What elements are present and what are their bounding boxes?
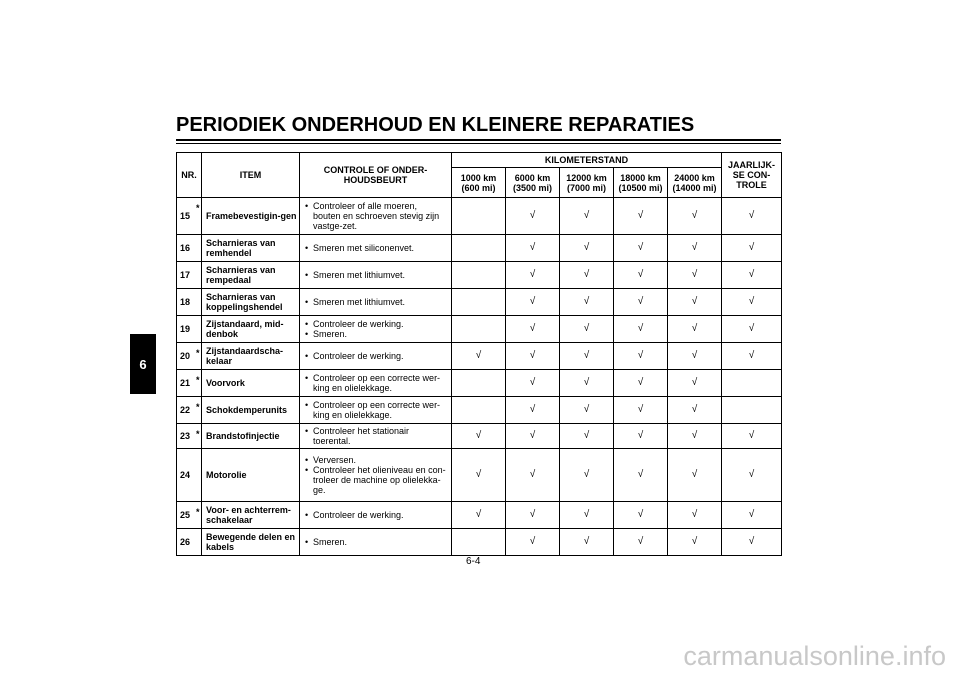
item-name: Bewegende delen en kabels — [202, 529, 300, 556]
interval-mark: √ — [614, 370, 668, 397]
interval-mark: √ — [560, 370, 614, 397]
asterisk-marker: * — [196, 348, 200, 358]
asterisk-marker: * — [196, 507, 200, 517]
table-row — [177, 502, 782, 529]
interval-mark: √ — [452, 502, 506, 529]
interval-mark — [722, 397, 782, 424]
interval-mark: √ — [506, 316, 560, 343]
check-cell — [300, 502, 452, 529]
header-interval — [614, 168, 668, 198]
interval-mark — [452, 529, 506, 556]
row-number-cell — [177, 397, 202, 424]
table-row — [177, 289, 782, 316]
interval-mark: √ — [614, 424, 668, 449]
interval-mark: √ — [560, 235, 614, 262]
interval-mark: √ — [614, 235, 668, 262]
header-item: ITEM — [202, 153, 300, 198]
interval-mark: √ — [722, 449, 782, 502]
row-number-cell — [177, 262, 202, 289]
item-name: Scharnieras van koppelingshendel — [202, 289, 300, 316]
check-instruction: • Smeren met siliconenvet. — [304, 243, 447, 253]
check-instruction: • Smeren met lithiumvet. — [304, 297, 447, 307]
interval-mark: √ — [560, 449, 614, 502]
interval-mark: √ — [560, 424, 614, 449]
interval-mark: √ — [506, 289, 560, 316]
interval-mark: √ — [614, 262, 668, 289]
check-cell — [300, 262, 452, 289]
check-instruction: • Controleer of alle moeren, bouten en schroeven stevig zijn vastge-zet. — [304, 201, 447, 231]
row-number: 22 — [180, 405, 191, 415]
interval-mark: √ — [614, 343, 668, 370]
chapter-tab: 6 — [130, 334, 156, 394]
table-row — [177, 424, 782, 449]
check-instruction: • Controleer op een correcte wer-king en olielekkage. — [304, 373, 447, 393]
interval-mark: √ — [560, 502, 614, 529]
interval-mark: √ — [668, 397, 722, 424]
interval-mark — [452, 235, 506, 262]
check-instruction: • Controleer de werking. — [304, 510, 447, 520]
interval-mark: √ — [668, 502, 722, 529]
interval-mark: √ — [560, 343, 614, 370]
interval-mark: √ — [668, 316, 722, 343]
interval-mark: √ — [560, 529, 614, 556]
row-number: 16 — [180, 243, 191, 253]
check-instruction: • Smeren. — [304, 329, 447, 339]
interval-mark: √ — [452, 449, 506, 502]
row-number-cell — [177, 198, 202, 235]
row-number: 26 — [180, 537, 191, 547]
interval-mi: (7000 mi) — [566, 182, 607, 193]
row-number-cell — [177, 235, 202, 262]
interval-mark — [452, 316, 506, 343]
interval-mark: √ — [668, 235, 722, 262]
row-number: 18 — [180, 297, 191, 307]
check-instruction: • Controleer de werking. — [304, 351, 447, 361]
interval-mark: √ — [560, 289, 614, 316]
asterisk-marker: * — [196, 375, 200, 385]
table-row — [177, 343, 782, 370]
interval-mark: √ — [506, 529, 560, 556]
check-instruction: • Controleer de werking. — [304, 319, 447, 329]
row-number-cell — [177, 502, 202, 529]
header-interval — [560, 168, 614, 198]
header-interval — [506, 168, 560, 198]
interval-mark — [452, 198, 506, 235]
interval-mark: √ — [506, 343, 560, 370]
interval-mark: √ — [560, 198, 614, 235]
table-row — [177, 235, 782, 262]
check-instruction: • Controleer het olieniveau en con-troleer de machine op olielekka-ge. — [304, 465, 447, 495]
row-number-cell — [177, 370, 202, 397]
interval-mark: √ — [614, 316, 668, 343]
check-cell — [300, 397, 452, 424]
interval-mark: √ — [668, 262, 722, 289]
row-number: 21 — [180, 378, 191, 388]
check-instruction: • Smeren. — [304, 537, 447, 547]
interval-mark: √ — [722, 529, 782, 556]
interval-mark: √ — [506, 370, 560, 397]
interval-mark: √ — [506, 502, 560, 529]
interval-mark — [452, 262, 506, 289]
interval-mark: √ — [452, 343, 506, 370]
interval-mark — [452, 289, 506, 316]
interval-mark: √ — [614, 502, 668, 529]
row-number: 20 — [180, 351, 191, 361]
row-number: 15 — [180, 211, 191, 221]
item-name: Zijstandaardscha-kelaar — [202, 343, 300, 370]
item-name: Framebevestigin-gen — [202, 198, 300, 235]
check-instruction: • Smeren met lithiumvet. — [304, 270, 447, 280]
interval-km: 18000 km — [620, 172, 661, 183]
table-row — [177, 449, 782, 502]
table-row — [177, 529, 782, 556]
check-cell — [300, 198, 452, 235]
interval-mark: √ — [614, 289, 668, 316]
interval-mark: √ — [722, 262, 782, 289]
item-name: Schokdemperunits — [202, 397, 300, 424]
check-instruction: • Verversen. — [304, 455, 447, 465]
item-name: Zijstandaard, mid-denbok — [202, 316, 300, 343]
check-cell — [300, 370, 452, 397]
asterisk-marker: * — [196, 402, 200, 412]
interval-mi: (3500 mi) — [512, 182, 553, 193]
interval-mark — [452, 397, 506, 424]
interval-mark: √ — [614, 397, 668, 424]
watermark: carmanualsonline.info — [683, 641, 946, 671]
interval-mark: √ — [506, 235, 560, 262]
interval-mark: √ — [614, 529, 668, 556]
interval-mark: √ — [722, 424, 782, 449]
row-number-cell — [177, 343, 202, 370]
header-kilometerstand: KILOMETERSTAND — [452, 153, 722, 168]
interval-mark: √ — [506, 397, 560, 424]
check-cell — [300, 449, 452, 502]
table-row — [177, 397, 782, 424]
page-number: 6-4 — [466, 556, 481, 567]
item-name: Scharnieras van remhendel — [202, 235, 300, 262]
item-name: Voorvork — [202, 370, 300, 397]
interval-mi: (600 mi) — [461, 182, 496, 193]
interval-km: 6000 km — [514, 172, 551, 183]
asterisk-marker: * — [196, 203, 200, 213]
interval-mark — [452, 370, 506, 397]
interval-mark: √ — [722, 198, 782, 235]
check-cell — [300, 343, 452, 370]
interval-km: 24000 km — [674, 172, 715, 183]
row-number-cell — [177, 289, 202, 316]
row-number-cell — [177, 424, 202, 449]
interval-mark: √ — [668, 370, 722, 397]
interval-mark: √ — [506, 424, 560, 449]
check-cell — [300, 235, 452, 262]
check-instruction: • Controleer het stationair toerental. — [304, 426, 447, 446]
header-interval — [452, 168, 506, 198]
item-name: Brandstofinjectie — [202, 424, 300, 449]
interval-mark: √ — [506, 262, 560, 289]
check-cell — [300, 424, 452, 449]
header-check: CONTROLE OF ONDER-HOUDSBEURT — [300, 153, 452, 198]
interval-mark: √ — [668, 449, 722, 502]
interval-mark — [722, 370, 782, 397]
interval-mark: √ — [722, 235, 782, 262]
interval-mark: √ — [722, 316, 782, 343]
interval-mi: (14000 mi) — [672, 182, 717, 193]
interval-mark: √ — [614, 449, 668, 502]
row-number: 24 — [180, 470, 191, 480]
table-row — [177, 198, 782, 235]
table-row — [177, 370, 782, 397]
interval-mark: √ — [506, 449, 560, 502]
table-row — [177, 262, 782, 289]
interval-mark: √ — [722, 343, 782, 370]
row-number-cell — [177, 449, 202, 502]
interval-mark: √ — [560, 262, 614, 289]
maintenance-table — [176, 152, 782, 556]
title-rule-thin — [176, 143, 781, 144]
row-number: 25 — [180, 510, 191, 520]
interval-km: 12000 km — [566, 172, 607, 183]
interval-mark: √ — [560, 397, 614, 424]
interval-mark: √ — [506, 198, 560, 235]
interval-mark: √ — [668, 289, 722, 316]
interval-km: 1000 km — [460, 172, 497, 183]
check-cell — [300, 289, 452, 316]
row-number: 23 — [180, 431, 191, 441]
interval-mark: √ — [668, 343, 722, 370]
item-name: Motorolie — [202, 449, 300, 502]
header-nr: NR. — [177, 153, 202, 198]
asterisk-marker: * — [196, 429, 200, 439]
table-row — [177, 316, 782, 343]
interval-mi: (10500 mi) — [618, 182, 663, 193]
row-number-cell — [177, 316, 202, 343]
interval-mark: √ — [452, 424, 506, 449]
header-annual: JAARLIJK-SE CON-TROLE — [722, 153, 782, 198]
header-interval — [668, 168, 722, 198]
page-title: PERIODIEK ONDERHOUD EN KLEINERE REPARATIES — [176, 114, 695, 136]
interval-mark: √ — [668, 424, 722, 449]
interval-mark: √ — [560, 316, 614, 343]
check-instruction: • Controleer op een correcte wer-king en olielekkage. — [304, 400, 447, 420]
interval-mark: √ — [722, 289, 782, 316]
item-name: Voor- en achterrem-schakelaar — [202, 502, 300, 529]
check-cell — [300, 529, 452, 556]
check-cell — [300, 316, 452, 343]
title-rule — [176, 139, 781, 141]
interval-mark: √ — [614, 198, 668, 235]
item-name: Scharnieras van rempedaal — [202, 262, 300, 289]
interval-mark: √ — [668, 529, 722, 556]
interval-mark: √ — [722, 502, 782, 529]
row-number-cell — [177, 529, 202, 556]
row-number: 19 — [180, 324, 191, 334]
row-number: 17 — [180, 270, 191, 280]
interval-mark: √ — [668, 198, 722, 235]
